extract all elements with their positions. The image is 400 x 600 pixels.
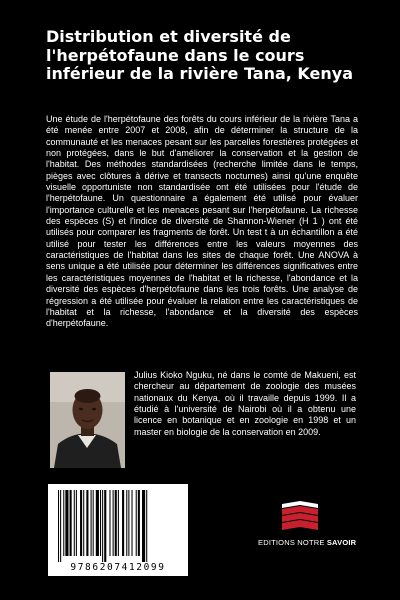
barcode-bar bbox=[76, 490, 77, 556]
barcode-bar bbox=[70, 490, 72, 556]
publisher-block bbox=[258, 500, 357, 547]
author-photo bbox=[50, 372, 125, 468]
barcode-bar bbox=[122, 490, 124, 556]
book-abstract: Une étude de l'herpétofaune des forêts du cours inférieur de la rivière Tana a été menée entre 2007 et 2008, afin de déterminer la structure de la communauté et les menaces pesant sur les parcelles forestières protégées et non protégées, dans le but d'améliorer la conservation et la gestion de l'habitat. Des méthodes standardisées (recherche limitée dans le temps, pièges avec clôtures à dérive et transects nocturnes) ainsi qu'une enquête visuelle opportuniste non standardisée ont été utilisées pour l'étude de l'herpétofaune. Un questionnaire a également été utilisé pour évaluer l'importance culturelle et les menaces pesant sur l'herpétofaune. La richesse des espèces (S) et l'indice de diversité de Shannon-Wiener (H 1 ) ont été utilisés pour comparer les fragments de forêt. Un test t à un échantillon a été utilisé pour tester les différences entre les valeurs moyennes des caractéristiques de l'habitat dans les sites de chaque forêt. Une ANOVA à sens unique a été utilisée pour déterminer les différences significatives entre les caractéristiques moyennes de l'habitat et la richesse, l'abondance et la diversité des espèces d'herpétofaune dans les trois forêts. Une analyse de régression a été utilisée pour évaluer la relation entre les caractéristiques de l'habitat et la richesse, l'abondance et la diversité des espèces d'herpétofaune. bbox=[46, 114, 358, 329]
barcode-bar bbox=[126, 490, 127, 556]
barcode-bar bbox=[118, 490, 119, 556]
barcode-bar bbox=[91, 490, 92, 556]
isbn-number: 9786207412099 bbox=[70, 562, 166, 573]
book-stack-icon bbox=[280, 500, 320, 532]
barcode-bar bbox=[63, 490, 64, 556]
barcode-bar bbox=[80, 490, 82, 556]
barcode-bar bbox=[138, 490, 140, 556]
barcode-bar bbox=[60, 490, 61, 562]
barcode-bar bbox=[96, 490, 99, 556]
publisher-name bbox=[258, 538, 357, 547]
isbn-barcode bbox=[48, 484, 188, 576]
barcode-bar bbox=[113, 490, 114, 556]
barcode-bar bbox=[86, 490, 88, 556]
barcode-bar bbox=[74, 490, 75, 556]
barcode-bar bbox=[115, 490, 117, 556]
barcode-bar bbox=[104, 490, 106, 562]
barcode-bar bbox=[58, 490, 59, 562]
barcode-bar bbox=[142, 490, 145, 562]
barcode-bar bbox=[93, 490, 94, 556]
publisher-logo bbox=[258, 500, 342, 532]
barcode-bar bbox=[136, 490, 137, 556]
barcode-bar bbox=[132, 490, 133, 556]
barcode-bar bbox=[65, 490, 68, 556]
barcode-bar bbox=[83, 490, 84, 556]
barcode-bar bbox=[109, 490, 110, 556]
barcode-bar bbox=[100, 490, 101, 556]
book-title: Distribution et diversité de l'herpétofaune dans le cours inférieur de la rivière Tana, Kenya bbox=[46, 27, 354, 83]
publisher-name-bold: SAVOIR bbox=[326, 538, 357, 547]
barcode-bar bbox=[102, 490, 103, 562]
publisher-name-regular: EDITIONS NOTRE bbox=[258, 538, 325, 547]
barcode-bar bbox=[128, 490, 129, 556]
barcode-bars bbox=[48, 484, 188, 562]
author-bio: Julius Kioko Nguku, né dans le comté de Makueni, est chercheur au département de zoologie des musées nationaux du Kenya, où il travaille depuis 1999. Il a étudié à l'université de Nairobi où il a obtenu une licence en botanique et en zoologie en 1998 et un master en biologie de la conservation en 2009. bbox=[134, 370, 356, 437]
barcode-bar bbox=[146, 490, 147, 562]
author-portrait-icon bbox=[50, 372, 125, 468]
